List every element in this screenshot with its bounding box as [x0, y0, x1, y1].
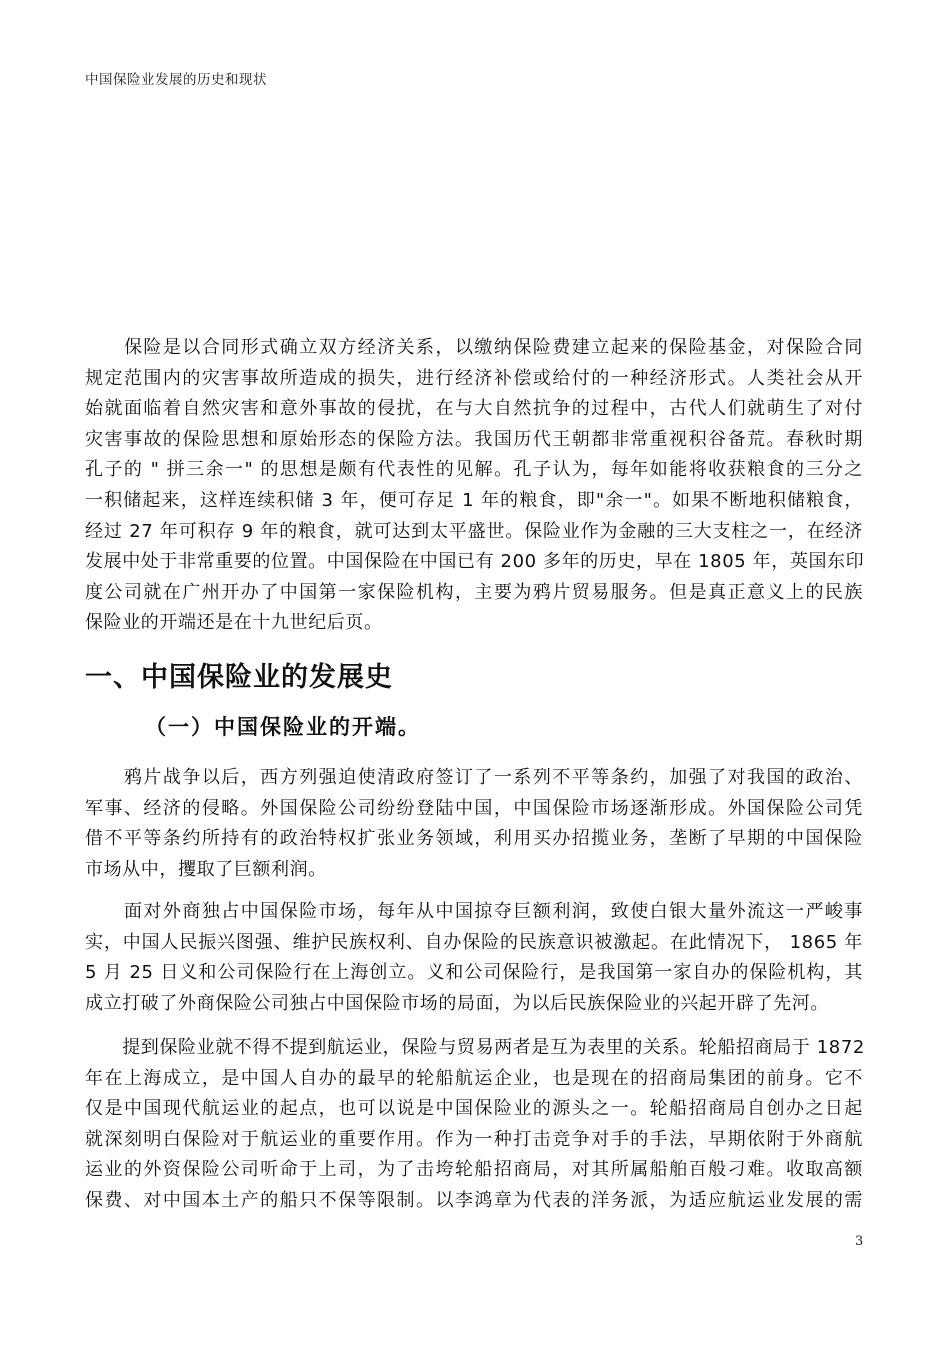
text-line: 一积储起来，这样连续积储 3 年，便可存足 1 年的粮食，即"余一"。如果不断地积储粮食， [85, 489, 863, 511]
text-line: 军事、经济的侵略。外国保险公司纷纷登陆中国，中国保险市场逐渐形成。外国保险公司凭 [85, 797, 863, 819]
text-line: 规定范围内的灾害事故所造成的损失，进行经济补偿或给付的一种经济形式。人类社会从开 [85, 367, 863, 389]
intro-paragraph [85, 333, 863, 639]
text-line: 借不平等条约所持有的政治特权扩张业务领域，利用买办招揽业务，垄断了早期的中国保险 [85, 828, 863, 850]
section-heading: 一、中国保险业的发展史 [85, 662, 393, 693]
paragraph-yihe [85, 897, 863, 1019]
text-line: 保险是以合同形式确立双方经济关系，以缴纳保险费建立起来的保险基金，对保险合同 [85, 337, 863, 358]
text-line: 发展中处于非常重要的位置。中国保险在中国已有 200 多年的历史，早在 1805 年，英国东印 [85, 551, 865, 573]
text-line: 仅是中国现代航运业的起点，也可以说是中国保险业的源头之一。轮船招商局自创办之日起 [85, 1098, 863, 1120]
text-line: 5 月 25 日义和公司保险行在上海创立。义和公司保险行，是我国第一家自办的保险机构，其 [85, 962, 863, 984]
subsection-heading: （一）中国保险业的开端。 [145, 715, 421, 739]
text-line: 灾害事故的保险思想和原始形态的保险方法。我国历代王朝都非常重视积谷备荒。春秋时期 [85, 428, 863, 450]
text-line: 鸦片战争以后，西方列强迫使清政府签订了一系列不平等条约，加强了对我国的政治、 [85, 767, 863, 788]
paragraph-shipping [85, 1033, 863, 1217]
text-line: 提到保险业就不得不提到航运业，保险与贸易两者是互为表里的关系。轮船招商局于 1872 [85, 1037, 865, 1058]
text-line: 实，中国人民振兴图强、维护民族权利、自办保险的民族意识被激起。在此情况下， 1865 年 [85, 931, 863, 953]
text-line: 年在上海成立，是中国人自办的最早的轮船航运企业，也是现在的招商局集团的前身。它不 [85, 1067, 863, 1089]
text-line: 成立打破了外商保险公司独占中国保险市场的局面，为以后民族保险业的兴起开辟了先河。 [85, 992, 829, 1014]
text-line: 运业的外资保险公司听命于上司，为了击垮轮船招商局，对其所属船舶百般刁难。收取高额 [85, 1159, 863, 1181]
text-line: 孔子的 " 拼三余一" 的思想是颇有代表性的见解。孔子认为，每年如能将收获粮食的三分之 [85, 459, 863, 481]
text-line: 经过 27 年可积存 9 年的粮食，就可达到太平盛世。保险业作为金融的三大支柱之一，在经济 [85, 520, 863, 542]
text-line: 度公司就在广州开办了中国第一家保险机构，主要为鸦片贸易服务。但是真正意义上的民族 [85, 581, 863, 603]
text-line: 市场从中，攫取了巨额利润。 [85, 858, 327, 880]
page-number: 3 [855, 1234, 864, 1249]
paragraph-opium-war [85, 763, 863, 885]
text-line: 保费、对中国本土产的船只不保等限制。以李鸿章为代表的洋务派，为适应航运业发展的需 [85, 1189, 863, 1211]
text-line: 就深刻明白保险对于航运业的重要作用。作为一种打击竞争对手的手法，早期依附于外商航 [85, 1128, 863, 1150]
text-line: 面对外商独占中国保险市场，每年从中国掠夺巨额利润，致使白银大量外流这一严峻事 [85, 901, 863, 922]
text-line: 保险业的开端还是在十九世纪后页。 [85, 612, 383, 634]
running-header: 中国保险业发展的历史和现状 [85, 72, 267, 88]
text-line: 始就面临着自然灾害和意外事故的侵扰，在与大自然抗争的过程中，古代人们就萌生了对付 [85, 398, 863, 420]
